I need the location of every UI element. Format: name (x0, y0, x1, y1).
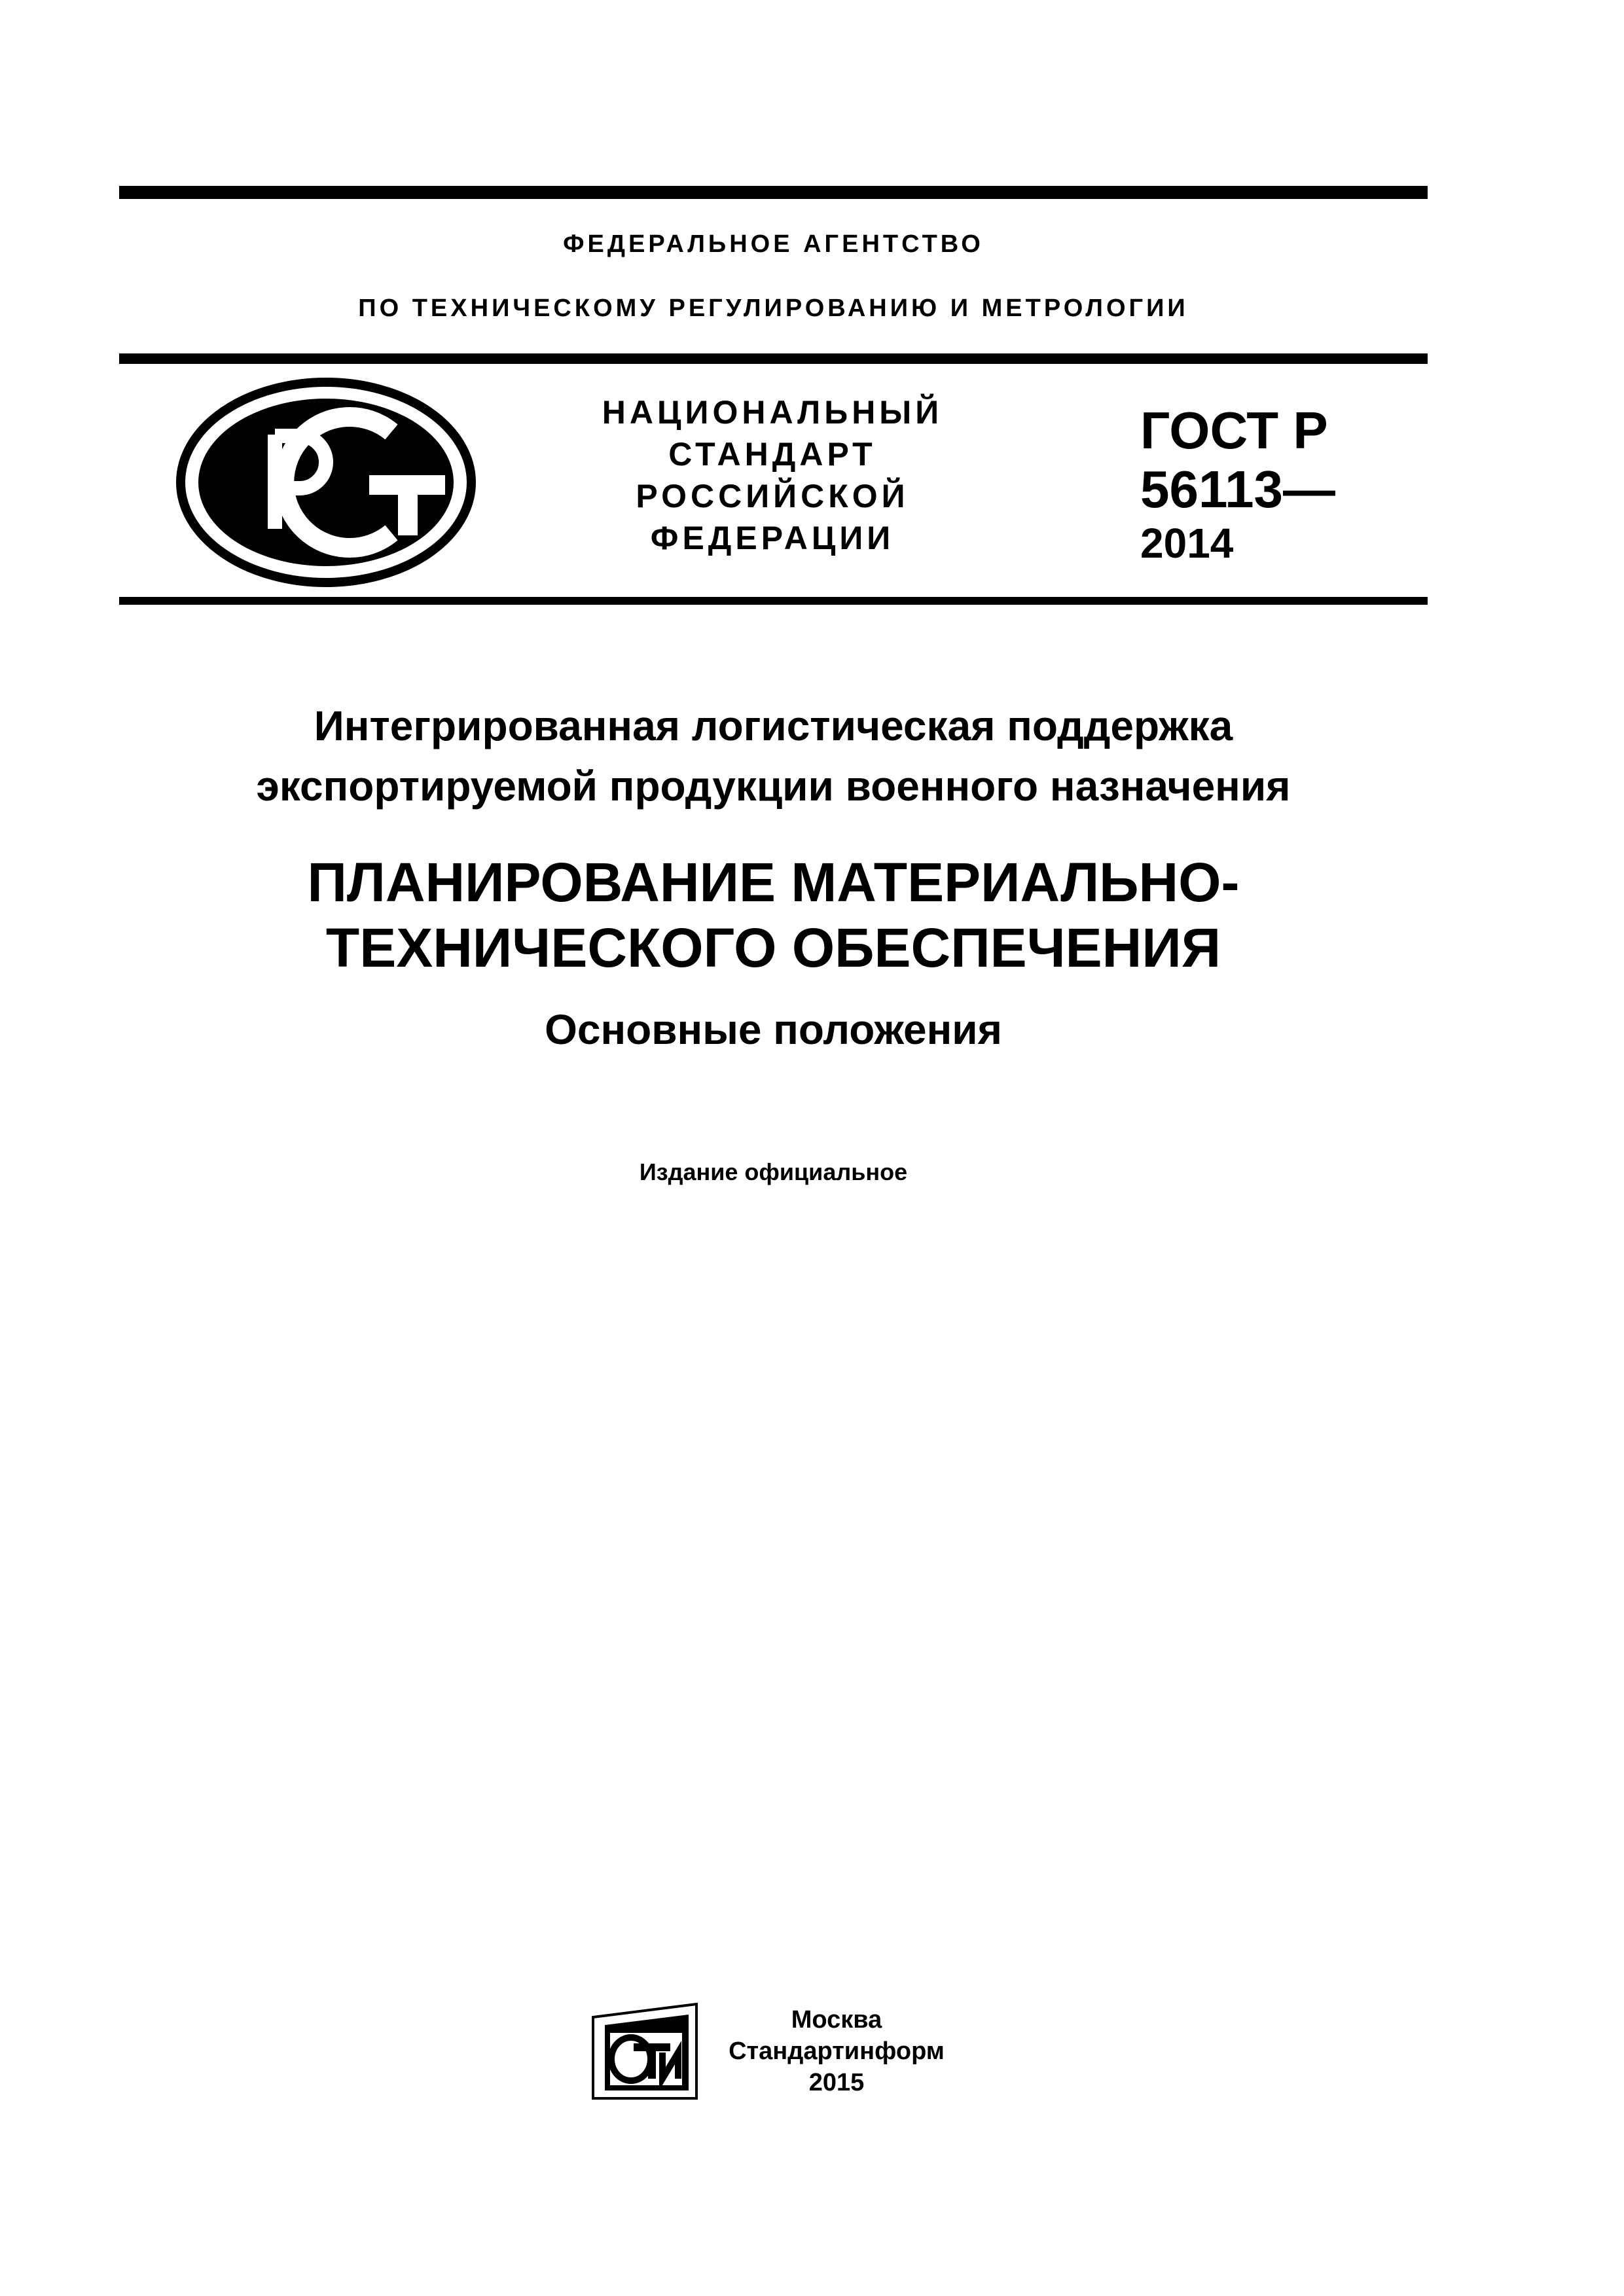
standard-kind-line-4: ФЕДЕРАЦИИ (650, 520, 895, 556)
gost-prefix: ГОСТ Р (1140, 401, 1328, 459)
agency-line-2: ПО ТЕХНИЧЕСКОМУ РЕГУЛИРОВАНИЮ И МЕТРОЛОГИИ (358, 295, 1189, 322)
gost-number: 56113— (1140, 460, 1336, 518)
publisher-city: Москва (791, 2006, 882, 2034)
header-bottom-rule (119, 597, 1428, 605)
standartinform-logo-icon (592, 2003, 702, 2100)
publisher-name: Стандартинформ (729, 2037, 945, 2065)
standard-kind-line-2: СТАНДАРТ (668, 436, 876, 473)
title-line-2: экспортируемой продукции военного назначения (256, 762, 1291, 810)
edition-note: Издание официальное (639, 1158, 908, 1185)
standard-kind-line-1: НАЦИОНАЛЬНЫЙ (602, 394, 943, 431)
top-rule (119, 186, 1428, 199)
publisher-year: 2015 (808, 2069, 865, 2096)
middle-rule (119, 353, 1428, 364)
agency-line-1: ФЕДЕРАЛЬНОЕ АГЕНТСТВО (563, 230, 984, 258)
title-line-1: Интегрированная логистическая поддержка (314, 702, 1233, 749)
standard-kind-line-3: РОССИЙСКОЙ (636, 478, 909, 514)
rst-logo-icon (175, 377, 477, 588)
standard-kind (543, 391, 1001, 559)
subtitle: Основные положения (545, 1006, 1002, 1053)
gost-year: 2014 (1140, 520, 1234, 567)
publisher-block (712, 2004, 961, 2098)
main-title-line-1: ПЛАНИРОВАНИЕ МАТЕРИАЛЬНО- (307, 852, 1240, 913)
main-title-line-2: ТЕХНИЧЕСКОГО ОБЕСПЕЧЕНИЯ (325, 917, 1221, 978)
gost-designation (1140, 401, 1336, 568)
